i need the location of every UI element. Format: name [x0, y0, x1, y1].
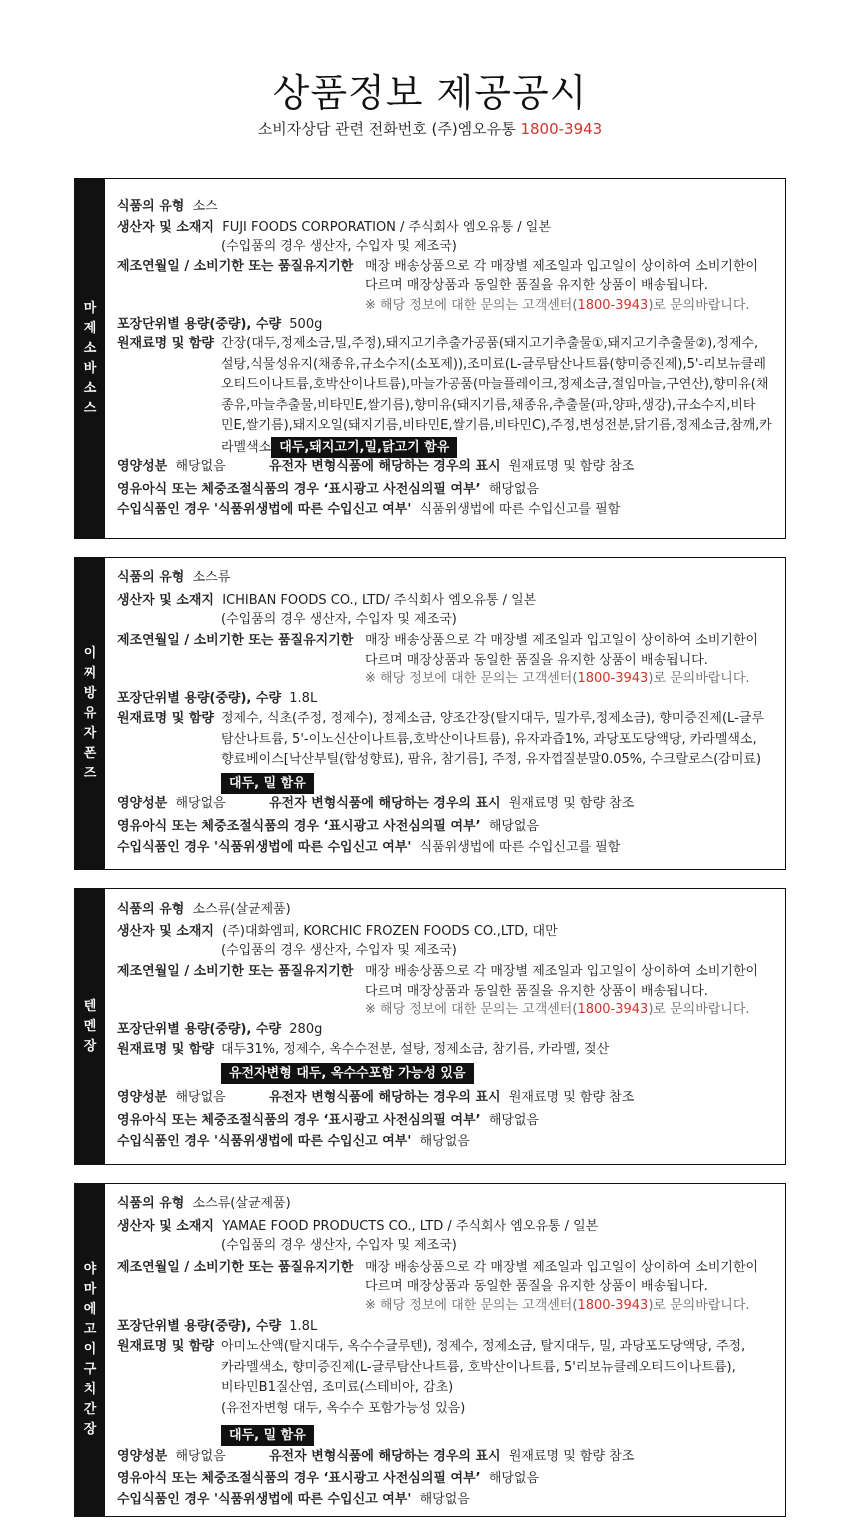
subtitle-phone: 1800-3943 [520, 120, 603, 138]
product-name-tab [75, 179, 105, 538]
ingredients-block [221, 334, 791, 458]
ingredients-line: 비타민B1질산염, 조미료(스테비아, 감초) [221, 1380, 454, 1395]
product-card [74, 178, 786, 539]
producer-note: (수입품의 경우 생산자, 수입자 및 제조국) [221, 612, 457, 627]
product-name-tab [75, 1184, 105, 1516]
import-label: 수입식품인 경우 '식품위생법에 따른 수입신고 여부' [117, 1134, 412, 1149]
capacity-value: 1.8L [289, 691, 318, 706]
date-line-1: 매장 배송상품으로 각 매장별 제조일과 입고일이 상이하여 소비기한이 [365, 1260, 759, 1275]
ingredients-line: 향료베이스[낙산부틸(합성향료), 팜유, 참기름], 주정, 유자껍질분말0.05%, 수크랄로스(감미료) [221, 752, 762, 767]
inquiry-suffix: )로 문의바랍니다. [648, 1298, 750, 1313]
nutrition-label: 영양성분 [117, 1449, 168, 1464]
inquiry-suffix: )로 문의바랍니다. [648, 1002, 750, 1017]
gmo-label: 유전자 변형식품에 해당하는 경우의 표시 [269, 1090, 501, 1105]
producer-note: (수입품의 경우 생산자, 수입자 및 제조국) [221, 1238, 457, 1253]
allergy-badge: 유전자변형 대두, 옥수수포함 가능성 있음 [221, 1063, 474, 1084]
capacity-value: 1.8L [289, 1319, 318, 1334]
producer-value: FUJI FOODS CORPORATION / 주식회사 엠오유통 / 일본 [222, 220, 551, 235]
inquiry-note [365, 1296, 779, 1316]
page-subtitle [0, 118, 860, 139]
infant-row [117, 1469, 779, 1489]
type-value: 소스 [192, 199, 218, 214]
producer-label: 생산자 및 소재지 [117, 220, 214, 235]
producer-label: 생산자 및 소재지 [117, 924, 214, 939]
gmo-row [269, 1088, 779, 1108]
product-name: 이찌방 유자폰즈 [83, 645, 97, 781]
producer-label: 생산자 및 소재지 [117, 1219, 214, 1234]
product-name: 마제소바소스 [83, 300, 97, 416]
infant-label: 영유아식 또는 체중조절식품의 경우 ‘표시광고 사전심의필 여부’ [117, 1471, 481, 1486]
infant-value: 해당없음 [488, 1113, 540, 1128]
inquiry-note [365, 669, 779, 689]
product-name-tab [75, 558, 105, 869]
gmo-label: 유전자 변형식품에 해당하는 경우의 표시 [269, 796, 501, 811]
capacity-label: 포장단위별 용량(중량), 수량 [117, 317, 282, 332]
inquiry-suffix: )로 문의바랍니다. [648, 298, 750, 313]
ingredients-line: 탐산나트륨, 5'-이노신산이나트륨,호박산이나트륨), 유자과즙1%, 과당포도당액당, 카라멜색소, [221, 731, 757, 747]
date-line-2: 다르며 매장상품과 동일한 품질을 유지한 상품이 배송됩니다. [365, 984, 708, 999]
type-label: 식품의 유형 [117, 570, 185, 585]
capacity-value: 280g [289, 1022, 323, 1037]
ingredients-line: 정제수, 식초(주정, 정제수), 정제소금, 양조간장(탈지대두, 밀가루,정제소금), 향미증진제(L-글루 [221, 711, 764, 726]
type-value: 소스류 [192, 570, 231, 585]
capacity-row [117, 315, 779, 335]
import-value: 해당없음 [419, 1492, 470, 1507]
inquiry-prefix: ※ 해당 정보에 대한 문의는 고객센터( [365, 1002, 578, 1017]
ingredients-label: 원재료명 및 함량 [117, 1042, 214, 1057]
inquiry-phone: 1800-3943 [577, 298, 649, 313]
producer-value: YAMAE FOOD PRODUCTS CO., LTD / 주식회사 엠오유통 / 일본 [222, 1219, 599, 1234]
infant-value: 해당없음 [488, 1471, 540, 1486]
inquiry-suffix: )로 문의바랍니다. [648, 671, 750, 686]
ingredients-line: 카라멜색소, 향미증진제(L-글루탐산나트륨, 호박산이나트륨, 5'리보뉴클레오티드이나트륨), [221, 1359, 736, 1375]
import-row [117, 500, 779, 520]
infant-label: 영유아식 또는 체중조절식품의 경우 ‘표시광고 사전심의필 여부’ [117, 482, 481, 497]
producer-note: (수입품의 경우 생산자, 수입자 및 제조국) [221, 239, 457, 254]
date-label-text: 제조연월일 / 소비기한 또는 품질유지기한 [117, 633, 354, 648]
nutrition-value: 해당없음 [175, 1090, 226, 1105]
product-card [74, 1183, 786, 1517]
infant-row [117, 480, 779, 500]
capacity-label: 포장단위별 용량(중량), 수량 [117, 1022, 282, 1037]
inquiry-prefix: ※ 해당 정보에 대한 문의는 고객센터( [365, 1298, 578, 1313]
gmo-row [269, 794, 779, 814]
producer-note: (수입품의 경우 생산자, 수입자 및 제조국) [221, 943, 457, 958]
capacity-row [117, 1020, 779, 1040]
import-row [117, 1132, 779, 1152]
infant-row [117, 1111, 779, 1131]
gmo-value: 원재료명 및 함량 참조 [508, 1449, 635, 1464]
type-row [117, 568, 779, 588]
type-row [117, 1194, 779, 1214]
infant-label: 영유아식 또는 체중조절식품의 경우 ‘표시광고 사전심의필 여부’ [117, 819, 481, 834]
capacity-row [117, 689, 779, 709]
product-card [74, 888, 786, 1165]
date-label-text: 제조연월일 / 소비기한 또는 품질유지기한 [117, 259, 354, 274]
gmo-value: 원재료명 및 함량 참조 [508, 459, 635, 474]
ingredients-block [221, 1337, 791, 1447]
inquiry-phone: 1800-3943 [577, 671, 649, 686]
infant-value: 해당없음 [488, 819, 540, 834]
product-name: 텐멘장 [83, 998, 97, 1054]
gmo-label: 유전자 변형식품에 해당하는 경우의 표시 [269, 459, 501, 474]
allergy-badge: 대두, 밀 함유 [221, 1425, 314, 1446]
nutrition-label: 영양성분 [117, 796, 168, 811]
ingredients-line: 대두31%, 정제수, 옥수수전분, 설탕, 정제소금, 참기름, 카라멜, 젖산 [221, 1042, 610, 1057]
inquiry-phone: 1800-3943 [577, 1002, 649, 1017]
page-title: 상품정보 제공공시 [272, 71, 588, 115]
inquiry-phone: 1800-3943 [577, 1298, 649, 1313]
capacity-row [117, 1317, 779, 1337]
type-label: 식품의 유형 [117, 199, 185, 214]
type-label: 식품의 유형 [117, 902, 185, 917]
type-label: 식품의 유형 [117, 1196, 185, 1211]
allergy-wrap [221, 773, 791, 795]
inquiry-note [365, 1000, 779, 1020]
capacity-label: 포장단위별 용량(중량), 수량 [117, 691, 282, 706]
ingredients-label: 원재료명 및 함량 [117, 711, 214, 726]
ingredients-label: 원재료명 및 함량 [117, 1339, 214, 1354]
infant-row [117, 817, 779, 837]
capacity-value: 500g [289, 317, 323, 332]
producer-row [117, 218, 779, 238]
nutrition-label: 영양성분 [117, 459, 168, 474]
producer-row [117, 1217, 779, 1237]
ingredients-line: 민E,쌀기름),돼지오일(돼지기름,비타민E,쌀기름,비타민C),주정,변성전분,닭기름,정제소금,참깨,카 [221, 418, 772, 433]
ingredients-label: 원재료명 및 함량 [117, 336, 214, 351]
allergy-badge: 대두, 밀 함유 [221, 773, 314, 794]
producer-value: (주)대화엠피, KORCHIC FROZEN FOODS CO.,LTD, 대만 [222, 924, 558, 939]
ingredients-line: 간장(대두,정제소금,밀,주정),돼지고기추출가공품(돼지고기추출물①,돼지고기추출물②),정제수, [221, 336, 759, 351]
allergy-wrap [221, 1063, 791, 1085]
import-row [117, 1490, 779, 1510]
import-label: 수입식품인 경우 '식품위생법에 따른 수입신고 여부' [117, 502, 412, 517]
nutrition-label: 영양성분 [117, 1090, 168, 1105]
inquiry-prefix: ※ 해당 정보에 대한 문의는 고객센터( [365, 671, 578, 686]
ingredients-last-line [221, 437, 791, 459]
gmo-label: 유전자 변형식품에 해당하는 경우의 표시 [269, 1449, 501, 1464]
producer-value: ICHIBAN FOODS CO., LTD/ 주식회사 엠오유통 / 일본 [222, 593, 537, 608]
date-line-2: 다르며 매장상품과 동일한 품질을 유지한 상품이 배송됩니다. [365, 1279, 708, 1294]
import-value: 식품위생법에 따른 수입신고를 필함 [419, 502, 621, 517]
inquiry-prefix: ※ 해당 정보에 대한 문의는 고객센터( [365, 298, 578, 313]
date-label-text: 제조연월일 / 소비기한 또는 품질유지기한 [117, 964, 354, 979]
ingredients-line: 오티드이나트륨,호박산이나트륨),마늘가공품(마늘플레이크,정제소금,절임마늘,구연산),향미유(채 [221, 377, 769, 392]
date-label-text: 제조연월일 / 소비기한 또는 품질유지기한 [117, 1260, 354, 1275]
allergy-wrap [221, 1425, 791, 1447]
producer-label: 생산자 및 소재지 [117, 593, 214, 608]
product-name: 야마에고이구치간장 [83, 1262, 97, 1437]
nutrition-value: 해당없음 [175, 459, 226, 474]
date-line-1: 매장 배송상품으로 각 매장별 제조일과 입고일이 상이하여 소비기한이 [365, 259, 759, 274]
date-line-1: 매장 배송상품으로 각 매장별 제조일과 입고일이 상이하여 소비기한이 [365, 633, 759, 648]
type-value: 소스류(살균제품) [192, 902, 291, 917]
inquiry-note [365, 296, 779, 316]
ingredients-line: 종유,마늘추출물,비타민E,쌀기름),향미유(돼지기름,채종유,추출물(파,양파,생강),규소수지,비타 [221, 397, 756, 413]
infant-label: 영유아식 또는 체중조절식품의 경우 ‘표시광고 사전심의필 여부’ [117, 1113, 481, 1128]
gmo-value: 원재료명 및 함량 참조 [508, 1090, 635, 1105]
import-label: 수입식품인 경우 '식품위생법에 따른 수입신고 여부' [117, 840, 412, 855]
import-value: 해당없음 [419, 1134, 470, 1149]
product-card [74, 557, 786, 870]
import-value: 식품위생법에 따른 수입신고를 필함 [419, 840, 621, 855]
import-row [117, 838, 779, 858]
nutrition-value: 해당없음 [175, 1449, 226, 1464]
gmo-value: 원재료명 및 함량 참조 [508, 796, 635, 811]
infant-value: 해당없음 [488, 482, 540, 497]
type-value: 소스류(살균제품) [192, 1196, 291, 1211]
product-name-tab [75, 889, 105, 1164]
gmo-row [269, 457, 779, 477]
gmo-row [269, 1447, 779, 1467]
import-label: 수입식품인 경우 '식품위생법에 따른 수입신고 여부' [117, 1492, 412, 1507]
producer-row [117, 922, 779, 942]
ingredients-line: 아미노산액(탈지대두, 옥수수글루텐), 정제수, 정제소금, 탈지대두, 밀, 과당포도당액당, 주정, [221, 1339, 746, 1354]
ingredients-line: 라멜색소 [221, 439, 272, 455]
ingredients-line: (유전자변형 대두, 옥수수 포함가능성 있음) [221, 1400, 466, 1416]
type-row [117, 197, 779, 217]
ingredients-block [221, 709, 791, 794]
date-line-2: 다르며 매장상품과 동일한 품질을 유지한 상품이 배송됩니다. [365, 653, 708, 668]
capacity-label: 포장단위별 용량(중량), 수량 [117, 1319, 282, 1334]
date-line-2: 다르며 매장상품과 동일한 품질을 유지한 상품이 배송됩니다. [365, 278, 708, 293]
subtitle-prefix: 소비자상담 관련 전화번호 (주)엠오유통 [257, 120, 516, 138]
nutrition-value: 해당없음 [175, 796, 226, 811]
ingredients-line: 설탕,식물성유지(채종유,규소수지(소포제)),조미료(L-글루탐산나트륨(향미증진제),5'-리보뉴클레 [221, 356, 766, 372]
producer-row [117, 591, 779, 611]
ingredients-block [221, 1040, 791, 1084]
type-row [117, 900, 779, 920]
date-line-1: 매장 배송상품으로 각 매장별 제조일과 입고일이 상이하여 소비기한이 [365, 964, 759, 979]
allergy-badge: 대두,돼지고기,밀,닭고기 함유 [271, 437, 457, 458]
